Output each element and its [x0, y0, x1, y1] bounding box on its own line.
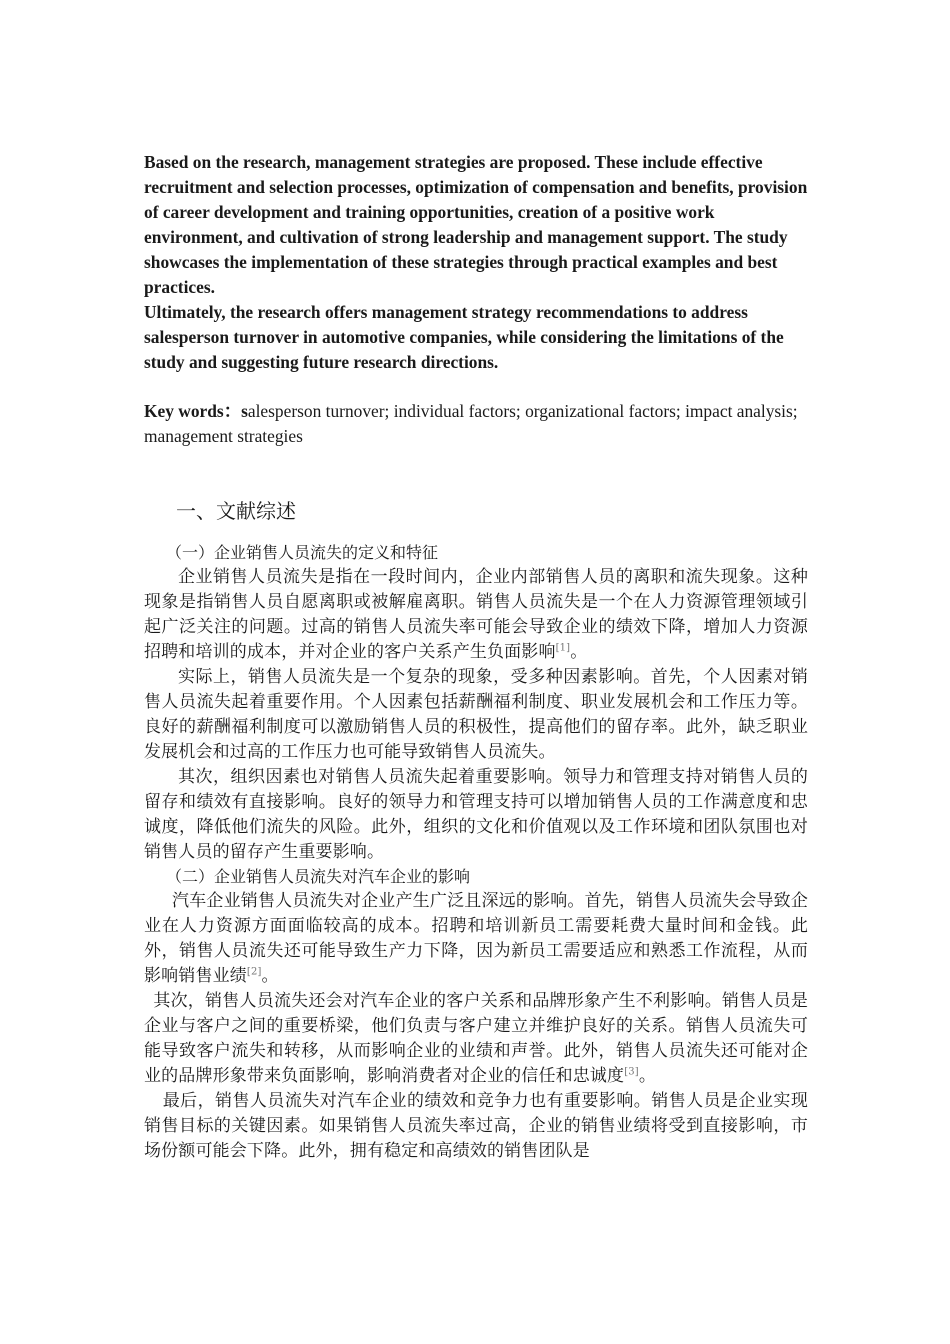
keywords-text: alesperson turnover; individual factors; organizational factors; impact analysis; management strategies [144, 401, 798, 446]
sub2-p1-text: 汽车企业销售人员流失对企业产生广泛且深远的影响。首先，销售人员流失会导致企业在人力资源方面面临较高的成本。招聘和培训新员工需要耗费大量时间和金钱。此外，销售人员流失还可能导致生产力下降，因为新员工需要适应和熟悉工作流程，从而影响销售业绩 [144, 891, 808, 986]
keywords-label: Key words：s [144, 401, 248, 421]
sub1-paragraph-1 [144, 565, 808, 665]
citation-1: [1] [555, 642, 571, 654]
subsection-title-1: （一）企业销售人员流失的定义和特征 [166, 543, 439, 562]
sub1-p1-end: 。 [570, 642, 588, 662]
sub1-p1-text: 企业销售人员流失是指在一段时间内，企业内部销售人员的离职和流失现象。这种现象是指销售人员自愿离职或被解雇离职。销售人员流失是一个在人力资源管理领域引起广泛关注的问题。过高的销售人员流失率可能会导致企业的绩效下降，增加人力资源招聘和培训的成本，并对企业的客户关系产生负面影响 [144, 567, 808, 662]
sub2-p2-end: 。 [638, 1066, 656, 1086]
sub2-paragraph-3: 最后，销售人员流失对汽车企业的绩效和竞争力也有重要影响。销售人员是企业实现销售目标的关键因素。如果销售人员流失率过高，企业的销售业绩将受到直接影响，市场份额可能会下降。此外，拥有稳定和高绩效的销售团队是 [144, 1091, 808, 1161]
citation-3: [3] [624, 1066, 639, 1078]
document-page [144, 150, 808, 1164]
sub1-paragraph-2: 实际上，销售人员流失是一个复杂的现象，受多种因素影响。首先，个人因素对销售人员流失起着重要作用。个人因素包括薪酬福利制度、职业发展机会和工作压力等。良好的薪酬福利制度可以激励销售人员的积极性，提高他们的留存率。此外，缺乏职业发展机会和过高的工作压力也可能导致销售人员流失。 [144, 667, 808, 762]
subsection-title-2: （二）企业销售人员流失对汽车企业的影响 [166, 867, 471, 886]
sub2-p1-end: 。 [261, 966, 279, 986]
sub2-paragraph-2 [144, 989, 808, 1089]
sub1-paragraph-3: 其次，组织因素也对销售人员流失起着重要影响。领导力和管理支持对销售人员的留存和绩效有直接影响。良好的领导力和管理支持可以增加销售人员的工作满意度和忠诚度，降低他们流失的风险。此外，组织的文化和价值观以及工作环境和团队氛围也对销售人员的留存产生重要影响。 [144, 767, 808, 862]
keywords-line [144, 399, 808, 449]
citation-2: [2] [246, 966, 262, 978]
sub2-p2-text: 其次，销售人员流失还会对汽车企业的客户关系和品牌形象产生不利影响。销售人员是企业与客户之间的重要桥梁，他们负责与客户建立并维护良好的关系。销售人员流失可能导致客户流失和转移，从而影响企业的业绩和声誉。此外，销售人员流失还可能对企业的品牌形象带来负面影响，影响消费者对企业的信任和忠诚度 [144, 991, 808, 1086]
section-title: 一、文献综述 [176, 499, 296, 523]
abstract-paragraph-1: Based on the research, management strategies are proposed. These include effective recruitment and selection processes, optimization of compensation and benefits, provision of career development and training opportunities, creation of a positive work environment, and cultivation of strong leadership and management support. The study showcases the implementation of these strategies through practical examples and best practices. [144, 152, 808, 297]
sub2-paragraph-1 [144, 889, 808, 989]
abstract-paragraph-2: Ultimately, the research offers management strategy recommendations to address salesperson turnover in automotive companies, while considering the limitations of the study and suggesting future research directions. [144, 302, 784, 372]
